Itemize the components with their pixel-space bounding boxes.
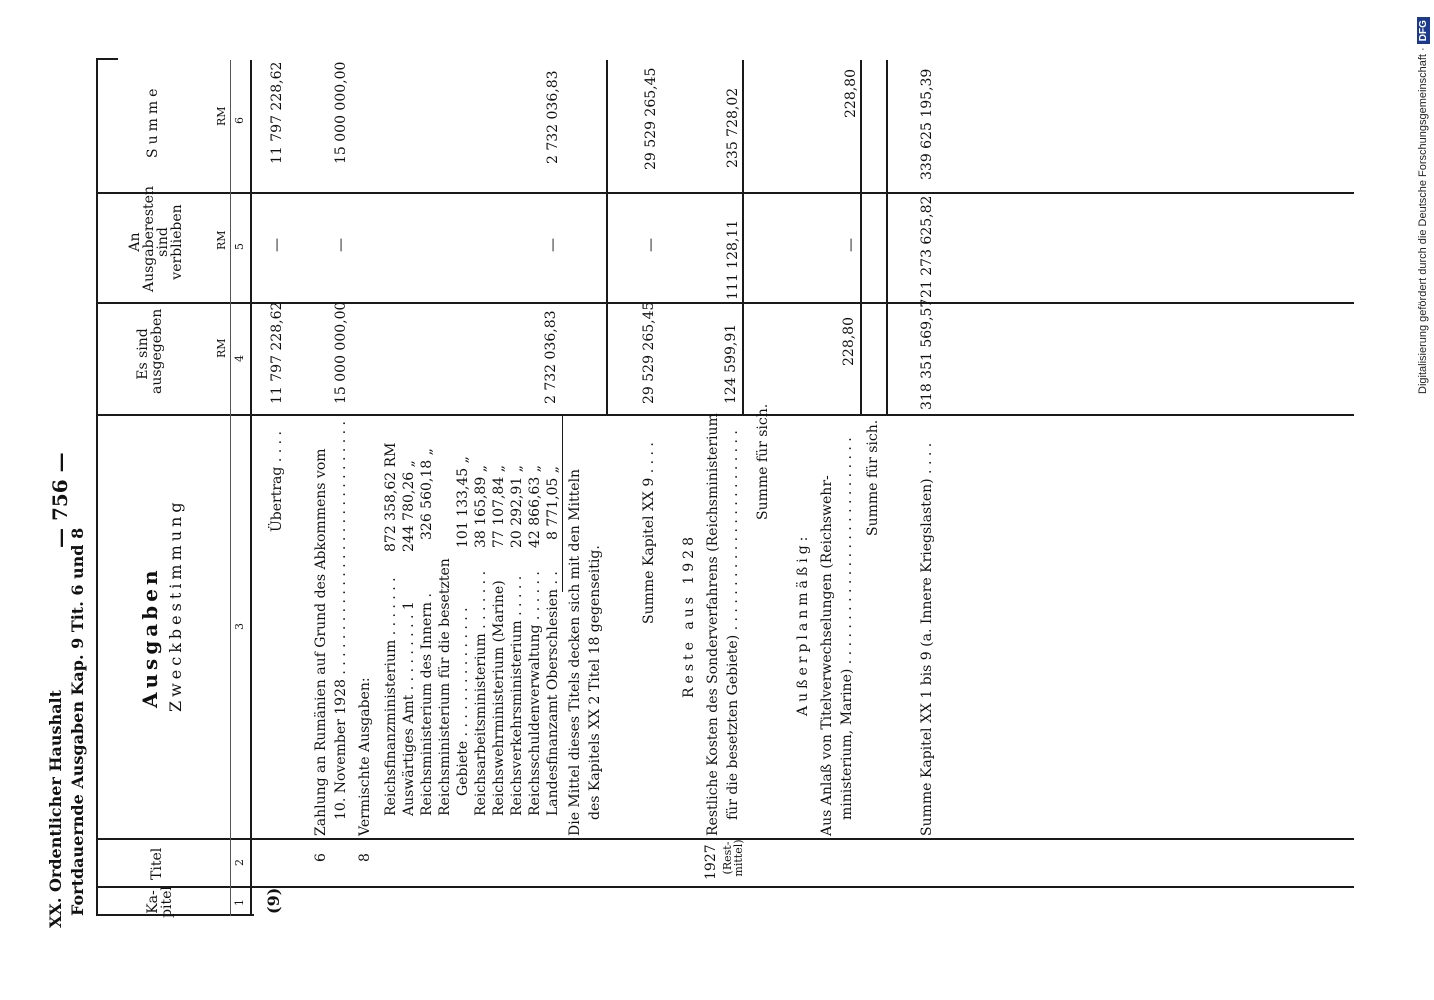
section-subtitle: Fortdauernde Ausgaben Kap. 9 Tit. 6 und 8	[68, 527, 87, 916]
titel8-summe: 2 732 036,83	[545, 70, 561, 164]
titel8-item-label: Landesfinanzamt Oberschlesien . .	[545, 571, 561, 816]
summe-kap9-label: Summe Kapitel XX 9 . . . .	[641, 442, 657, 624]
ausserplan-heading: Außerplanmäßig:	[795, 532, 811, 716]
titel8-item-label: Reichsministerium des Innern .	[419, 593, 435, 816]
reste-titel-sub: (Rest- mittel)	[721, 839, 745, 877]
titel8-item-label: Reichswehrministerium (Marine)	[491, 580, 507, 816]
reste-ausgegeben: 124 599,91	[723, 323, 739, 404]
titel8-item-amount: 872 358,62 RM	[383, 442, 399, 552]
col-ausgaberesten-header: An Ausgaberesten sind verblieben	[127, 186, 185, 292]
rule-left-outer	[96, 58, 98, 916]
rule-col4-3	[96, 414, 1354, 416]
titel8-item-amount: 244 780,26 „	[401, 460, 417, 552]
ausserplan-rest: —	[843, 238, 859, 252]
titel8-item-label: Reichsministerium für die besetzten	[437, 558, 453, 816]
titel8-item-amount: 8 771,05 „	[545, 465, 561, 540]
rule-reste	[742, 60, 744, 416]
titel8-item-label: Auswärtiges Amt . . . . . . . . . 1	[401, 601, 417, 816]
uebertrag-ausgegeben: 11 797 228,62	[269, 301, 285, 404]
reste-summe-fuer-sich: Summe für sich.	[755, 403, 771, 520]
titel8-note2: des Kapitels XX 2 Titel 18 gegenseitig.	[587, 545, 603, 820]
titel8-note1: Die Mittel dieses Titels decken sich mit den Mitteln	[567, 468, 583, 836]
dfg-logo: DFG	[1417, 17, 1430, 44]
titel8-rest: —	[545, 238, 561, 252]
colnum-6: 6	[233, 117, 246, 124]
unit-col5: RM	[215, 230, 228, 250]
ausserplan-text1: Aus Anlaß von Titelverwechselungen (Reichswehr-	[819, 475, 835, 836]
titel8-item-label: Reichsverkehrsministerium . . . . .	[509, 575, 525, 816]
titel6-text2: 10. November 1928 . . . . . . . . . . . . . . . . . . . . . . . . . . . . .	[333, 421, 349, 820]
summe-total-ausgegeben: 318 351 569,57	[919, 298, 935, 410]
titel8-item-label: Reichsfinanzministerium . . . . . . .	[383, 577, 399, 816]
summe-total-summe: 339 625 195,39	[919, 68, 935, 180]
rule-col2-1	[96, 886, 1354, 888]
titel6-number: 6	[313, 853, 329, 862]
titel8-item-amount: 20 292,91 „	[509, 465, 525, 548]
colnum-5: 5	[233, 243, 246, 250]
uebertrag-summe: 11 797 228,62	[269, 61, 285, 164]
col-ausgegeben-header: Es sind ausgegeben	[135, 308, 165, 394]
summe-kap9-rest: —	[643, 238, 659, 252]
titel8-number: 8	[357, 853, 373, 862]
rule-top	[96, 58, 118, 60]
summe-kap9-summe: 29 529 265,45	[643, 67, 659, 170]
titel6-rest: —	[333, 238, 349, 252]
reste-titel: 1927	[703, 844, 719, 880]
colnum-3: 3	[233, 623, 246, 630]
ausserplan-text2: ministerium, Marine) . . . . . . . . . . . . . . . . . . . . . . . . . .	[839, 437, 855, 820]
rule-col6-5	[96, 192, 1354, 194]
uebertrag-rest: —	[269, 238, 285, 252]
rule-header-end	[250, 60, 252, 916]
reste-text1: Restliche Kosten des Sonderverfahrens (Reichsministerium	[705, 413, 721, 836]
col-summe-header: Summe	[145, 84, 161, 158]
unit-col4: RM	[215, 338, 228, 358]
rule-number-row	[230, 60, 231, 916]
section-title: XX. Ordentlicher Haushalt	[46, 689, 65, 928]
rule-summe-kap9	[606, 60, 608, 416]
reste-summe: 235 728,02	[725, 87, 741, 168]
titel8-item-amount: 77 107,84 „	[491, 465, 507, 548]
ausserplan-summe: 228,80	[843, 69, 859, 118]
titel8-item-amount: 326 560,18 „	[419, 448, 435, 540]
col-kapitel-header: Ka- pitel	[145, 886, 175, 918]
col-ausgaben-title: Ausgaben	[138, 566, 162, 708]
summe-total-label: Summe Kapitel XX 1 bis 9 (a. Innere Kriegslasten) . . . .	[919, 442, 935, 836]
page-number: — 756 —	[48, 452, 72, 548]
digitization-credit-text: Digitalisierung gefördert durch die Deutsche Forschungsgemeinschaft ·	[1417, 47, 1429, 394]
colnum-1: 1	[233, 899, 246, 906]
reste-text2: für die besetzten Gebiete) . . . . . . . . . . . . . . . . . . . . . . .	[725, 430, 741, 820]
titel6-text1: Zahlung an Rumänien auf Grund des Abkommens vom	[313, 448, 329, 836]
reste-rest: 111 128,11	[725, 219, 741, 300]
rule-ausserplan-b	[886, 60, 888, 416]
col-zweckbestimmung: Zweckbestimmung	[166, 498, 185, 712]
reste-heading: Reste aus 1928	[681, 533, 697, 698]
colnum-4: 4	[233, 355, 246, 362]
titel8-ausgegeben: 2 732 036,83	[543, 310, 559, 404]
titel6-ausgegeben: 15 000 000,00	[333, 301, 349, 404]
summe-kap9-ausgegeben: 29 529 265,45	[641, 301, 657, 404]
colnum-2: 2	[233, 859, 246, 866]
kapitel-mark: (9)	[264, 887, 283, 914]
titel6-summe: 15 000 000,00	[333, 61, 349, 164]
titel8-item-label: Reichsarbeitsministerium . . . . . . .	[473, 570, 489, 816]
titel8-heading: Vermischte Ausgaben:	[357, 677, 373, 836]
digitization-credit	[1418, 17, 1429, 394]
uebertrag-label: Übertrag . . . .	[269, 431, 285, 532]
ausserplan-ausgegeben: 228,80	[841, 317, 857, 366]
unit-col6: RM	[215, 106, 228, 126]
ausserplan-summe-fuer-sich: Summe für sich.	[865, 419, 881, 536]
titel8-item-amount: 42 866,63 „	[527, 465, 543, 548]
titel8-item-amount: 101 133,45 „	[455, 456, 471, 548]
rule-bracket	[562, 416, 563, 592]
col-titel-header: Titel	[149, 847, 165, 880]
titel8-item-label: Gebiete . . . . . . . . . . . . . . .	[455, 607, 471, 796]
rule-ausserplan-a	[860, 60, 862, 416]
titel8-item-label: Reichsschuldenverwaltung . . . . . .	[527, 571, 543, 816]
summe-total-rest: 21 273 625,82	[919, 195, 935, 298]
titel8-item-amount: 38 165,89 „	[473, 465, 489, 548]
